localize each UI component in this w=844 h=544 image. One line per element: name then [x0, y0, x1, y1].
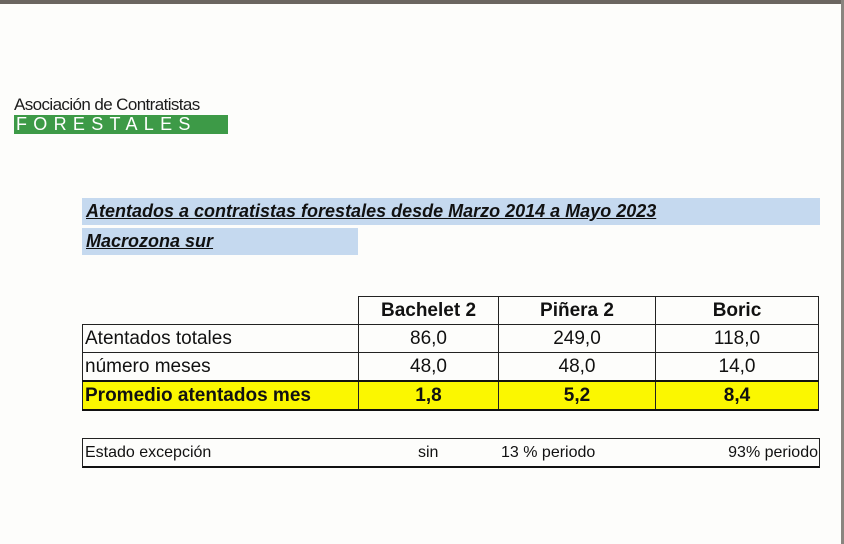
- cell-value: 5,2: [499, 381, 656, 410]
- table-row-monthly-average: [83, 381, 819, 410]
- subtitle-band: [82, 228, 358, 255]
- association-logo: [14, 96, 228, 134]
- header-empty-cell: [83, 297, 359, 325]
- row-label: Promedio atentados mes: [83, 381, 359, 410]
- cell-value: 1,8: [359, 381, 499, 410]
- state-of-exception-row: [82, 438, 820, 468]
- state-row-label: Estado excepción: [85, 444, 212, 461]
- table-row-total-attacks: [83, 325, 819, 353]
- photo-top-edge: [0, 0, 844, 4]
- cell-value: 86,0: [359, 325, 499, 353]
- document-title: Atentados a contratistas forestales desde Marzo 2014 a Mayo 2023: [86, 201, 657, 221]
- cell-value: 48,0: [499, 353, 656, 382]
- attacks-table: [82, 296, 819, 411]
- state-value-pinera: 13 % periodo: [501, 444, 596, 461]
- logo-line-2: FORESTALES: [14, 115, 228, 134]
- logo-line-1: Asociación de Contratistas: [14, 95, 200, 114]
- cell-value: 48,0: [359, 353, 499, 382]
- table-row-months: [83, 353, 819, 382]
- row-label: número meses: [83, 353, 359, 382]
- state-value-boric: 93% periodo: [728, 444, 818, 461]
- cell-value: 118,0: [656, 325, 819, 353]
- column-header-boric: Boric: [656, 297, 819, 325]
- column-header-bachelet: Bachelet 2: [359, 297, 499, 325]
- cell-value: 249,0: [499, 325, 656, 353]
- row-label: Atentados totales: [83, 325, 359, 353]
- table-header-row: [83, 297, 819, 325]
- state-value-bachelet: sin: [418, 444, 439, 461]
- document-subtitle: Macrozona sur: [86, 231, 214, 251]
- cell-value: 8,4: [656, 381, 819, 410]
- column-header-pinera: Piñera 2: [499, 297, 656, 325]
- title-band: [82, 198, 820, 225]
- cell-value: 14,0: [656, 353, 819, 382]
